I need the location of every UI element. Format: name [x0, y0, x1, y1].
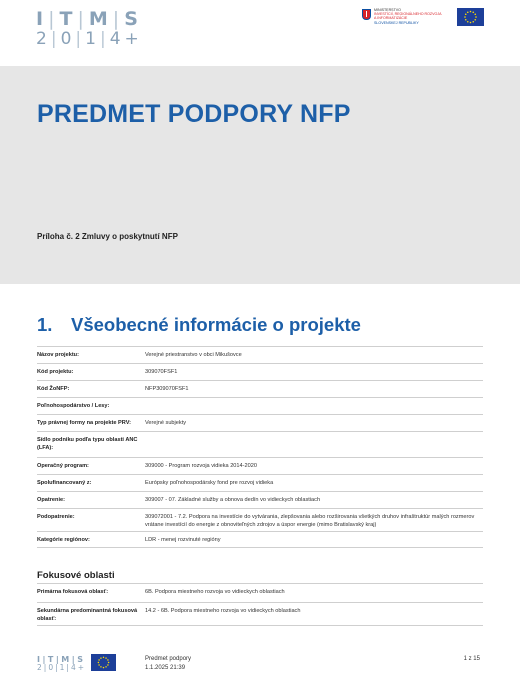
table-row [37, 346, 483, 363]
table-row [37, 414, 483, 431]
ministry-line-1: MINISTERSTVO [374, 8, 401, 12]
field-label: Kód projektu: [37, 369, 74, 375]
field-label: Primárna fokusová oblasť: [37, 589, 109, 595]
field-value: 6B. Podpora miestneho rozvoja vo vidieckych oblastiach [145, 589, 285, 595]
footer-itms-logo: I|T|M|S 2|0|1|4+ [37, 655, 87, 672]
field-value: 14.2 - 6B. Podpora miestneho rozvoja vo vidieckych oblastiach [145, 608, 301, 614]
field-value: Európsky poľnohospodársky fond pre rozvoj vidieka [145, 480, 274, 486]
document-subtitle: Príloha č. 2 Zmluvy o poskytnutí NFP [37, 232, 178, 241]
table-row [37, 474, 483, 491]
ministry-logo [362, 8, 448, 34]
table-row [37, 380, 483, 397]
ministry-line-4: SLOVENSKEJ REPUBLIKY [374, 20, 419, 25]
eu-flag-icon [457, 8, 484, 26]
focus-areas-table [37, 583, 483, 626]
slovak-crest-icon [362, 9, 371, 20]
footer-page-number: 1 z 15 [463, 656, 480, 662]
ministry-line-2: INVESTÍCIÍ, REGIONÁLNEHO ROZVOJA [374, 12, 442, 17]
footer-eu-flag-icon [91, 654, 116, 671]
field-label: Podopatrenie: [37, 514, 75, 520]
field-value: 309070FSF1 [145, 369, 178, 375]
footer-document-name: Predmet podpory [145, 656, 192, 662]
table-row [37, 531, 483, 548]
itms-logo-top: I|T|M|S [36, 8, 143, 30]
ministry-line-3: A INFORMATIZÁCIE [374, 16, 408, 21]
section-heading [37, 314, 361, 336]
field-label: Sídlo podniku podľa typu oblasti ANC (LFA): [37, 437, 138, 451]
title-band [0, 66, 520, 284]
field-value: Verejné priestranstvo v obci Mikušovce [145, 352, 242, 358]
field-value: 309000 - Program rozvoja vidieka 2014-2020 [145, 463, 257, 469]
footer-timestamp: 1.1.2025 21:39 [145, 665, 186, 671]
field-label: Opatrenie: [37, 497, 65, 503]
section-number: 1. [37, 314, 53, 335]
field-value: Verejné subjekty [145, 420, 187, 426]
document-title: PREDMET PODPORY NFP [37, 100, 351, 128]
table-row [37, 363, 483, 380]
itms-logo [36, 8, 156, 54]
field-label: Sekundárna predominantná fokusová oblasť: [37, 608, 138, 622]
table-row [37, 602, 483, 626]
field-label: Názov projektu: [37, 352, 79, 358]
field-value: NFP309070FSF1 [145, 386, 189, 392]
field-value: 309072001 - 7.2. Podpora na investície do vytvárania, zlepšovania alebo rozširovania všetkých druhov infraštruktúr malých rozmerov vrátane investícií do energie z obnoviteľných zdrojov a úspor energie (mimo Bratislavský kraj) [145, 514, 475, 528]
field-value: 309007 - 07. Základné služby a obnova dedín vo vidieckych oblastiach [145, 497, 321, 503]
field-label: Kategórie regiónov: [37, 537, 90, 543]
field-label: Kód ŽoNFP: [37, 386, 70, 392]
field-label: Typ právnej formy na projekte PRV: [37, 420, 131, 426]
field-label: Spolufinancovaný z: [37, 480, 92, 486]
table-row [37, 491, 483, 508]
focus-areas-heading: Fokusové oblasti [37, 570, 115, 581]
table-row [37, 431, 483, 457]
general-info-table [37, 346, 483, 548]
field-value: LDR - menej rozvinuté regióny [145, 537, 221, 543]
field-label: Poľnohospodárstvo / Lesy: [37, 403, 110, 409]
table-row [37, 457, 483, 474]
page-footer [0, 648, 520, 680]
field-label: Operačný program: [37, 463, 89, 469]
table-row [37, 583, 483, 602]
table-row [37, 397, 483, 414]
section-title: Všeobecné informácie o projekte [71, 314, 361, 335]
itms-logo-bottom: 2|0|1|4+ [36, 29, 143, 49]
page-header [0, 0, 520, 66]
table-row [37, 508, 483, 531]
